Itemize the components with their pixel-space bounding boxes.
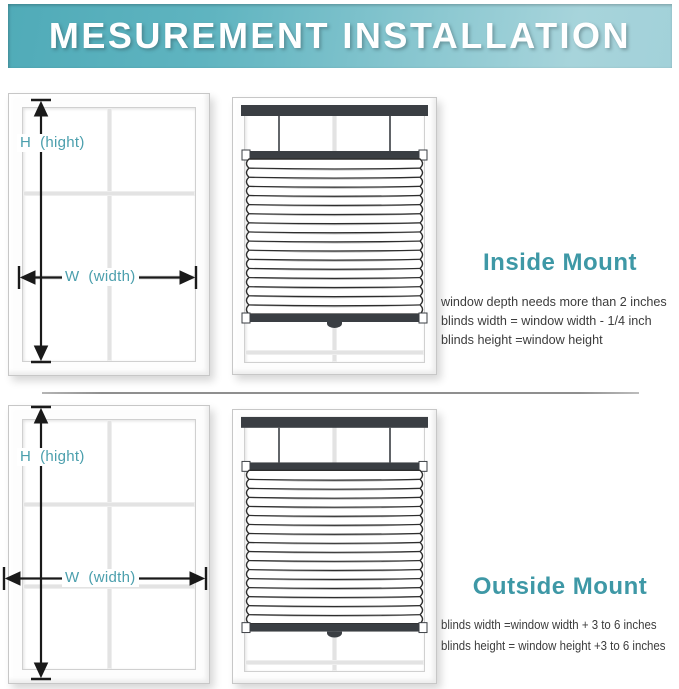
height-label-inside: H (hight) bbox=[17, 134, 88, 152]
bare-window-outside bbox=[8, 405, 210, 684]
outside-mount-lines bbox=[441, 614, 666, 656]
inside-mount-line: window depth needs more than 2 inches bbox=[441, 294, 667, 309]
handle-tab bbox=[327, 632, 342, 638]
pleated-shade bbox=[247, 159, 423, 314]
outside-mount-line: blinds width =window width + 3 to 6 inches bbox=[441, 617, 657, 632]
blind-window-outside bbox=[232, 409, 437, 684]
inside-mount-line: blinds width = window width - 1/4 inch bbox=[441, 313, 652, 328]
window-mullion-vertical bbox=[107, 108, 112, 361]
lift-cords bbox=[279, 428, 390, 463]
height-label-outside: H (hight) bbox=[17, 448, 88, 466]
mounting-bar bbox=[241, 417, 428, 428]
inside-mount-heading: Inside Mount bbox=[483, 249, 637, 276]
window-mullion-horizontal bbox=[23, 191, 195, 196]
inside-mount-line: blinds height =window height bbox=[441, 332, 603, 347]
page-title: MESUREMENT INSTALLATION bbox=[48, 15, 632, 56]
window-mullion-horizontal bbox=[23, 502, 195, 507]
outside-mount-line: blinds height = window height +3 to 6 inches bbox=[441, 638, 666, 653]
pleated-shade bbox=[247, 470, 423, 623]
outside-mount-heading: Outside Mount bbox=[472, 573, 648, 600]
cellular-shade bbox=[233, 98, 436, 374]
blind-window-inside bbox=[232, 97, 437, 375]
blind-bottom-rail bbox=[242, 313, 427, 328]
lift-cords bbox=[279, 116, 390, 151]
handle-tab bbox=[327, 322, 342, 328]
inside-mount-lines bbox=[441, 292, 672, 349]
mounting-bar bbox=[241, 105, 428, 116]
outside-mount-info bbox=[441, 574, 679, 656]
width-label-inside: W (width) bbox=[62, 268, 139, 286]
inside-mount-info bbox=[441, 250, 679, 349]
title-banner bbox=[8, 4, 672, 68]
width-label-outside: W (width) bbox=[62, 569, 139, 587]
blind-bottom-rail bbox=[242, 623, 427, 638]
window-mullion-vertical bbox=[107, 420, 112, 669]
cellular-shade bbox=[233, 410, 436, 683]
divider-line bbox=[42, 392, 639, 394]
